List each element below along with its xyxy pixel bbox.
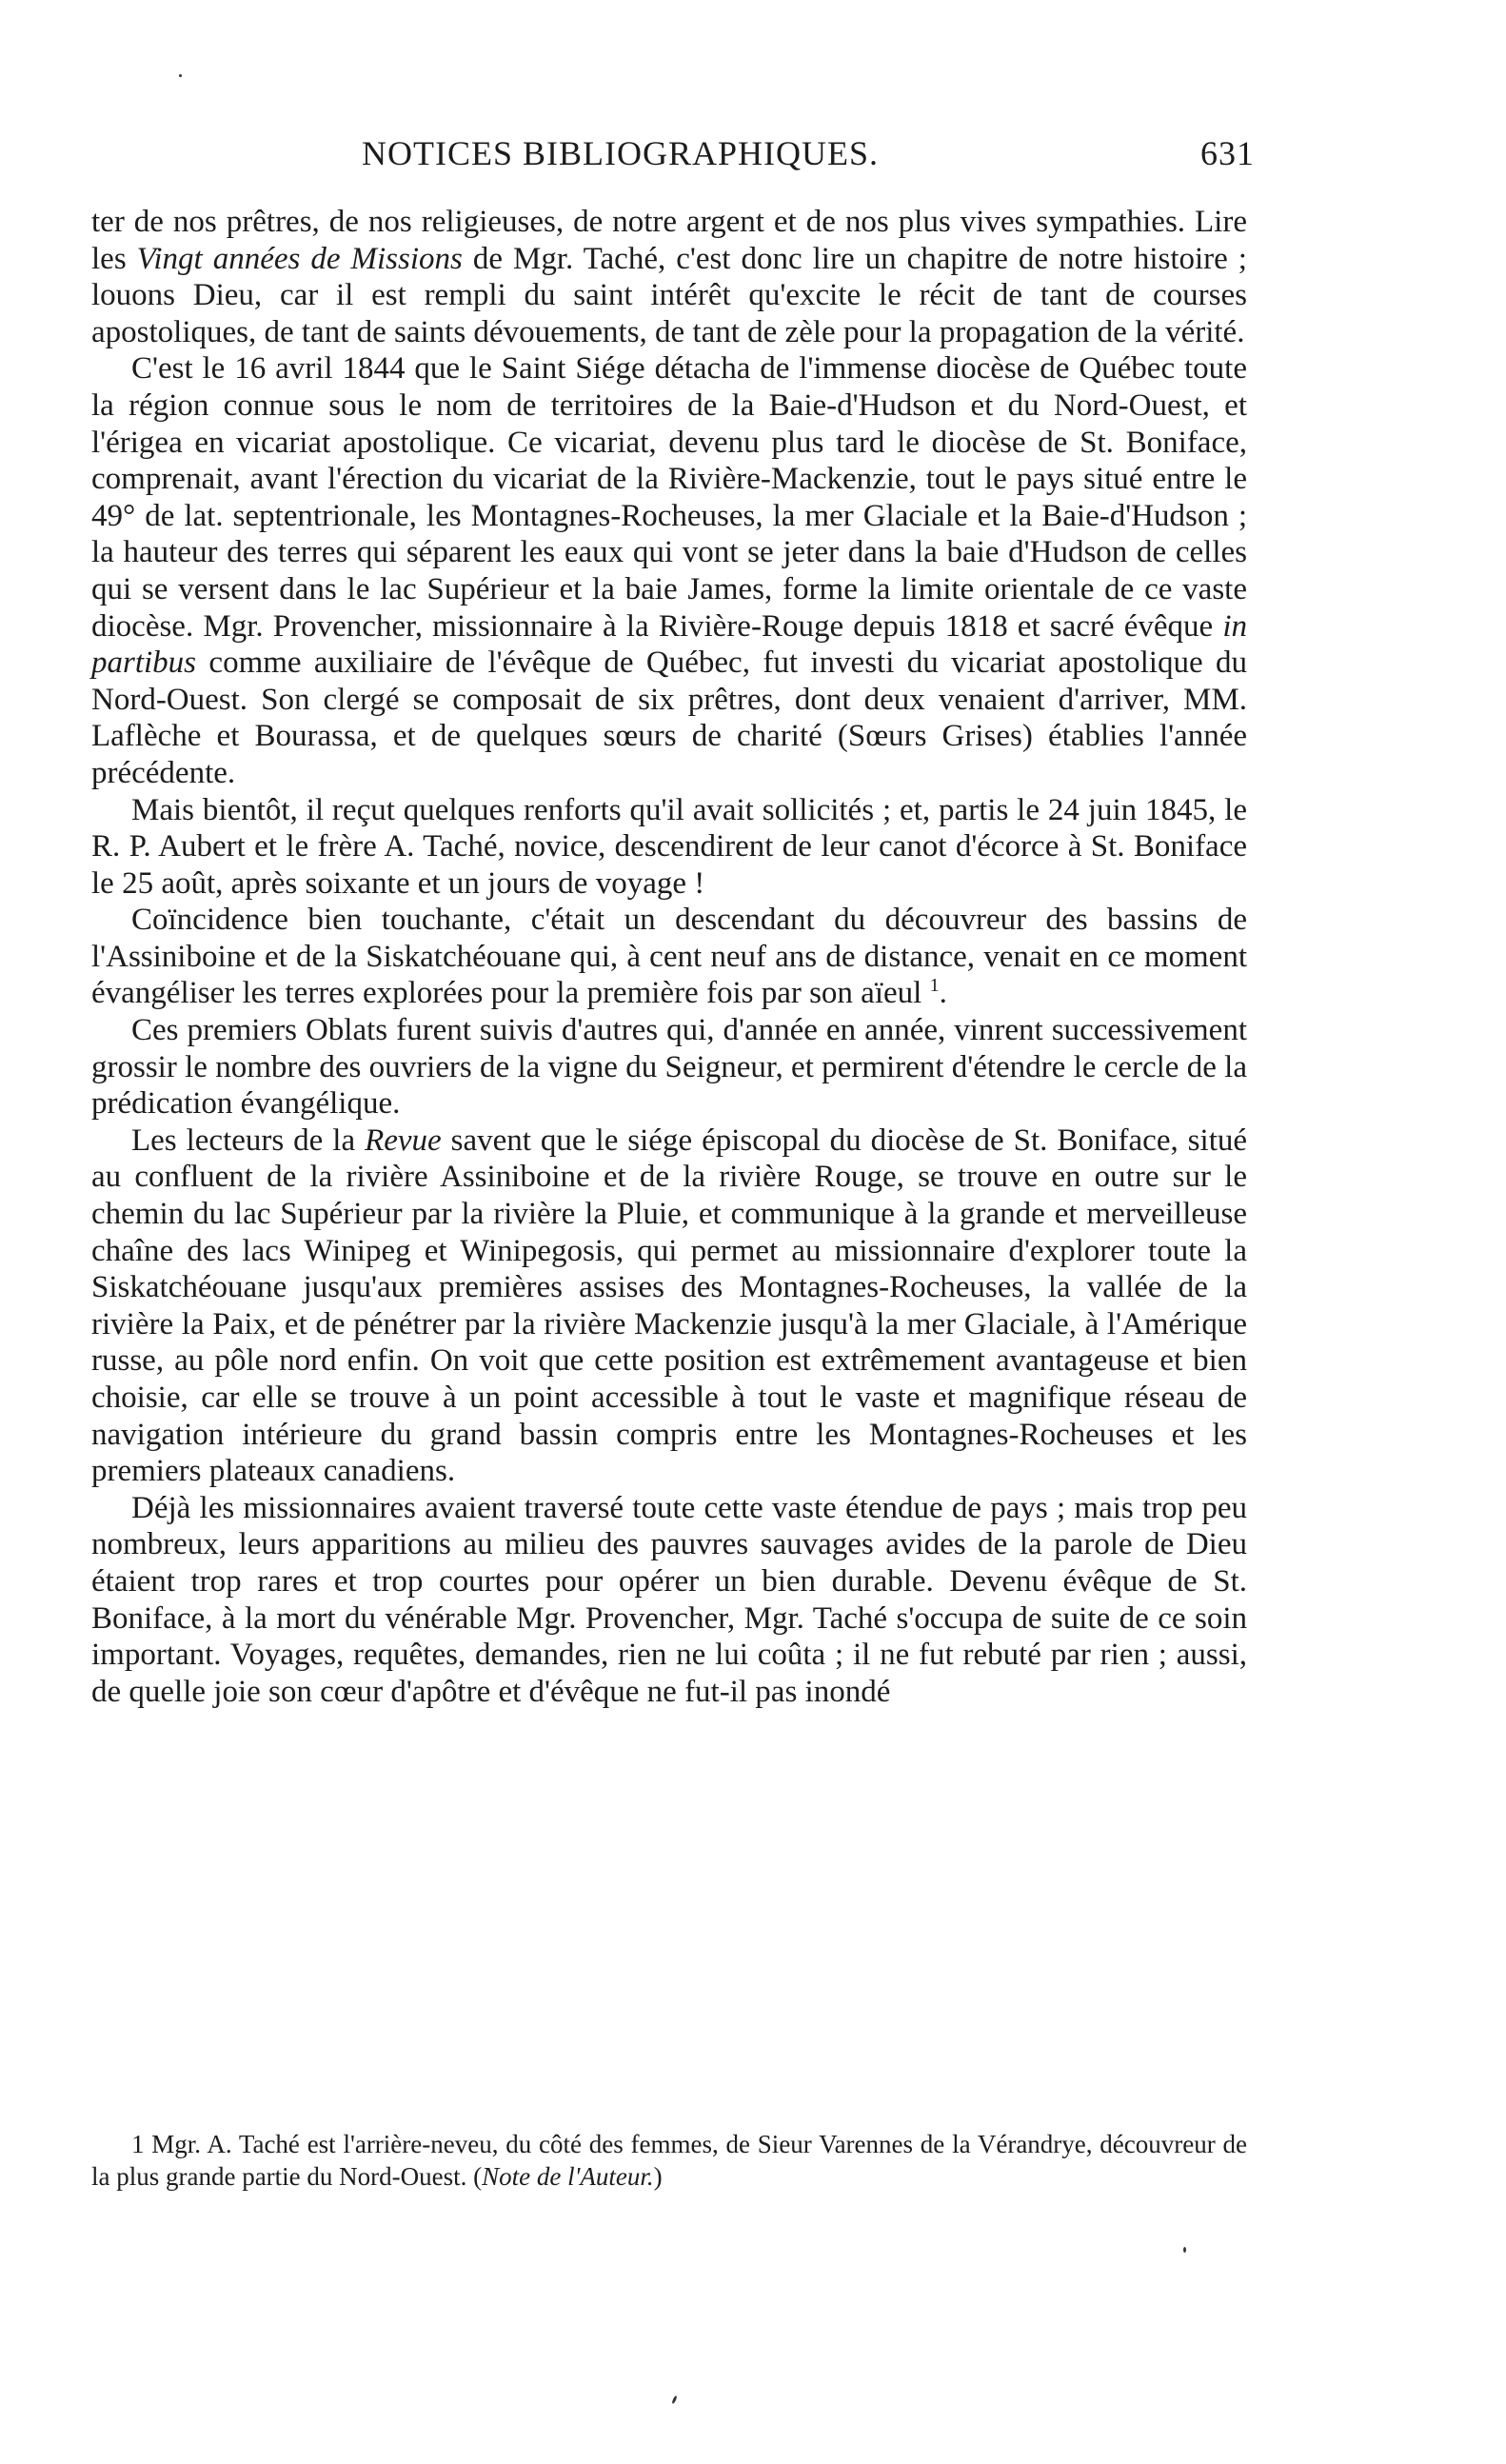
footnote-text: 1 Mgr. A. Taché est l'arrière-neveu, du côté des femmes, de Sieur Varennes de la Vérandrye, découvreur de la plus grande partie du Nord-Ouest. (Note de l'Auteur.) <box>91 2130 1247 2191</box>
footnote <box>91 2128 1247 2193</box>
paragraph: ter de nos prêtres, de nos religieuses, de notre argent et de nos plus vives sympathies. Lire les Vingt années de Missions de Mgr. Taché, c'est donc lire un chapitre de notre histoire ; louons Dieu, car il est rempli du saint intérêt qu'excite le récit de tant de courses apostoliques, de tant de saints dévouements, de tant de zèle pour la propagation de la vérité. <box>91 205 1247 349</box>
running-title: NOTICES BIBLIOGRAPHIQUES. <box>362 134 880 172</box>
paper-speck <box>179 74 182 77</box>
paragraph: Déjà les missionnaires avaient traversé toute cette vaste étendue de pays ; mais trop peu nombreux, leurs apparitions au milieu des pauvres sauvages avides de la parole de Dieu étaient trop rares et trop courtes pour opérer un bien durable. Devenu évêque de St. Boniface, à la mort du vénérable Mgr. Provencher, Mgr. Taché s'occupa de suite de ce soin important. Voyages, requêtes, demandes, rien ne lui coûta ; il ne fut rebuté par rien ; aussi, de quelle joie son cœur d'apôtre et d'évêque ne fut-il pas inondé <box>91 1490 1247 1709</box>
paragraph: Coïncidence bien touchante, c'était un descendant du découvreur des bassins de l'Assiniboine et de la Siskatchéouane qui, à cent neuf ans de distance, venait en ce moment évangéliser les terres explorées pour la première fois par son aïeul $^1$. <box>91 903 1247 1011</box>
footnote-italic: Note de l'Auteur. <box>482 2162 654 2191</box>
paper-speck <box>671 2395 678 2404</box>
paragraph: Les lecteurs de la Revue savent que le siége épiscopal du diocèse de St. Boniface, situé au confluent de la rivière Assiniboine et de la rivière Rouge, se trouve en outre sur le chemin du lac Supérieur par la rivière la Pluie, et communique à la grande et merveilleuse chaîne des lacs Winipeg et Winipegosis, qui permet au missionnaire d'explorer toute la Siskatchéouane jusqu'aux premières assises des Montagnes-Rocheuses, la vallée de la rivière la Paix, et de pénétrer par la rivière Mackenzie jusqu'à la mer Glaciale, à l'Amérique russe, au pôle nord enfin. On voit que cette position est extrêmement avantageuse et bien choisie, car elle se trouve à un point accessible à tout le vaste et magnifique réseau de navigation intérieure du grand bassin compris entre les Montagnes-Rocheuses et les premiers plateaux canadiens. <box>91 1123 1248 1489</box>
italic-phrase: in partibus <box>91 608 1247 681</box>
page-content <box>91 133 1255 1710</box>
paragraph: C'est le 16 avril 1844 que le Saint Siége détacha de l'immense diocèse de Québec toute la région connue sous le nom de territoires de la Baie-d'Hudson et du Nord-Ouest, et l'érigea en vicariat apostolique. Ce vicariat, devenu plus tard le diocèse de St. Boniface, comprenait, avant l'érection du vicariat de la Rivière-Mackenzie, tout le pays situé entre le 49° de lat. septentrionale, les Montagnes-Rocheuses, la mer Glaciale et la Baie-d'Hudson ; la hauteur des terres qui séparent les eaux qui vont se jeter dans la baie d'Hudson de celles qui se versent dans le lac Supérieur et la baie James, forme la limite orientale de ce vaste diocèse. Mgr. Provencher, missionnaire à la Rivière-Rouge depuis 1818 et sacré évêque in partibus comme auxiliaire de l'évêque de Québec, fut investi du vicariat apostolique du Nord-Ouest. Son clergé se composait de six prêtres, dont deux venaient d'arriver, MM. Laflèche et Bourassa, et de quelques sœurs de charité (Sœurs Grises) établies l'année précédente. <box>91 351 1247 790</box>
page-number: 631 <box>1200 134 1255 172</box>
paper-speck <box>1183 2247 1186 2253</box>
paragraph: Ces premiers Oblats furent suivis d'autres qui, d'année en année, vinrent successivement grossir le nombre des ouvriers de la vigne du Seigneur, et permirent d'étendre le cercle de la prédication évangélique. <box>91 1013 1247 1122</box>
body-text <box>91 204 1247 1710</box>
running-head <box>91 133 1255 190</box>
paragraph: Mais bientôt, il reçut quelques renforts qu'il avait sollicités ; et, partis le 24 juin 1845, le R. P. Aubert et le frère A. Taché, novice, descendirent de leur canot d'écorce à St. Boniface le 25 août, après soixante et un jours de voyage ! <box>91 792 1247 901</box>
italic-title: Vingt années de Missions <box>136 241 463 276</box>
italic-title: Revue <box>365 1123 442 1158</box>
footnote-reference: 1 <box>929 975 940 997</box>
